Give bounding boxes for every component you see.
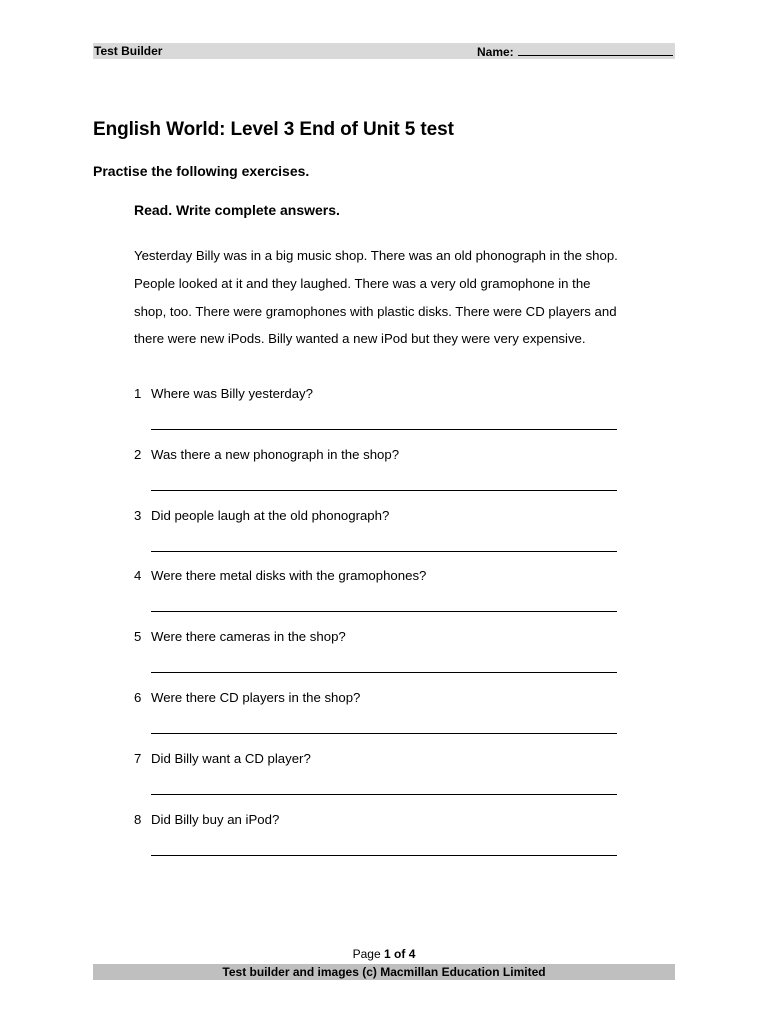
page-title: English World: Level 3 End of Unit 5 test — [93, 119, 454, 140]
question-text: Did Billy buy an iPod? — [151, 811, 280, 827]
instruction: Practise the following exercises. — [93, 163, 310, 179]
question-text: Where was Billy yesterday? — [151, 386, 313, 401]
question-number: 1 — [134, 386, 142, 401]
question-number: 5 — [134, 629, 142, 645]
answer-line — [151, 794, 617, 795]
question-text: Were there CD players in the shop? — [151, 689, 361, 705]
page-of: of — [394, 947, 406, 961]
answer-line — [151, 855, 617, 856]
name-blank-line — [518, 43, 673, 56]
reading-passage: Yesterday Billy was in a big music shop. There was an old phonograph in the shop. People looked at it and they laughed. There was a very old gramophone in the shop, too. There were gramophones with plastic disks. There were CD players and there were new iPods. Billy wanted a new iPod but they were very expensive. — [134, 248, 618, 347]
name-label: Name: — [477, 45, 514, 59]
answer-line — [151, 429, 617, 430]
page-label: Page — [352, 947, 381, 961]
answer-line — [151, 490, 617, 491]
question-item — [134, 810, 617, 871]
question-number: 6 — [134, 689, 142, 705]
name-field — [477, 43, 673, 60]
question-text: Were there cameras in the shop? — [151, 629, 346, 645]
question-number: 4 — [134, 568, 142, 584]
answer-line — [151, 733, 617, 734]
page-number — [0, 947, 768, 961]
answer-line — [151, 672, 617, 673]
sub-instruction: Read. Write complete answers. — [134, 202, 340, 218]
question-item — [134, 688, 617, 749]
question-item — [134, 749, 617, 810]
question-number: 8 — [134, 811, 142, 827]
page-total: 4 — [408, 947, 416, 961]
answer-line — [151, 551, 617, 552]
question-text: Was there a new phonograph in the shop? — [151, 446, 400, 462]
question-number: 7 — [134, 750, 142, 766]
question-item — [134, 566, 617, 627]
question-item — [134, 627, 617, 688]
question-item — [134, 445, 617, 506]
question-text: Were there metal disks with the gramophones? — [151, 568, 427, 584]
question-text: Did Billy want a CD player? — [151, 750, 311, 766]
question-number: 2 — [134, 446, 142, 462]
header-title: Test Builder — [94, 44, 163, 58]
page-current: 1 — [383, 947, 391, 961]
answer-line — [151, 611, 617, 612]
header-bar — [93, 43, 675, 59]
question-item — [134, 506, 617, 567]
question-list — [134, 384, 617, 870]
question-item — [134, 384, 617, 445]
footer-bar: Test builder and images (c) Macmillan Education Limited — [93, 964, 675, 980]
question-text: Did people laugh at the old phonograph? — [151, 507, 390, 523]
question-number: 3 — [134, 507, 142, 523]
